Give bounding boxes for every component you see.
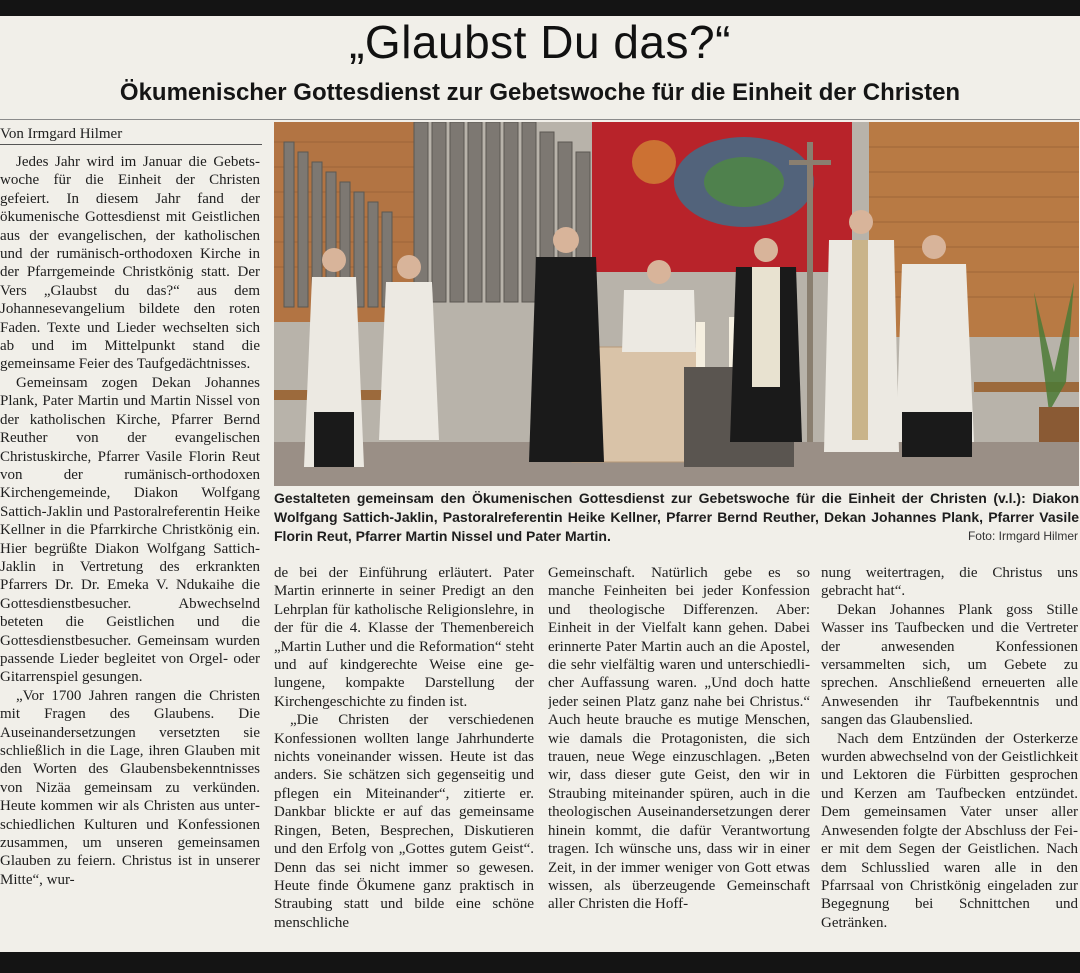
paragraph: Gemeinsam zogen Dekan Johannes Plank, Pater Martin und Martin Nissel von der katholischen Kirche, Pfarrer Bernd Reuther von der evangelischen Christuskirche, Pfarrer Vasile Florin Reut von der rumänisch-orthodoxen Kirchengemeinde, Diakon Wolfgang Sattich-Jaklin und Pastoralreferentin Heike Kellner in die Pfarrkirche Christkönig ein. Hier begrüßte Diakon Wolfgang Sattich-Jaklin in Vertretung des erkrankten Pfarrers Dr. Dr. Emeka V. Ndukaihe die Gottesdienstbesucher. Abwechselnd beteten die Geistlichen und die Gottesdienstbesucher. Gemeinsam wurden passende Lieder begleitet von Orgel- oder Gitarrenspiel gesungen.	[0, 374, 260, 686]
article-subheadline: Ökumenischer Gottesdienst zur Gebetswoche für die Einheit der Christen	[119, 79, 961, 106]
paragraph: Gemeinschaft. Natürlich gebe es so manche Feinheiten bei jeder Konfession und theologische Differenzen. Aber: Einheit in der Vielfalt kann gehen. Dabei erinnerte Pater Martin auch an die Apostel, die sehr vielfältig waren und unterschiedlicher Auffassung waren. „Und doch hatte jeder seinen Platz ganz nahe bei Christus.“ Auch heute brauche es mutige Menschen, wie damals die Protagonisten, die sich trauen, neue Wege einzuschlagen. „Beten wir, dass dieser gute Geist, den wir in Straubing miteinander spüren, auch in die theologischen Auseinandersetzungen derer hinein kommt, die dafür Verantwortung tragen. Ich wünsche uns, dass wir in einer Zeit, in der immer weniger von Gott etwas wissen, als überzeugende Gemeinschaft aller Christen die Hoff-	[548, 565, 810, 913]
article-column-3	[548, 564, 810, 948]
church-service-illustration	[274, 122, 1079, 486]
paragraph: Jedes Jahr wird im Januar die Gebetswoche für die Einheit der Christen gefeiert. In diesem Jahr fand der ökumenische Gottesdienst mit Geistlichen aus der evangelischen, der katholischen und der rumänisch-orthodoxen Kirche in der Pfarrgemeinde Christkönig statt. Der Vers „Glaubst du das?“ aus dem Johannesevangelium bildete den roten Faden. Texte und Lieder wechselten sich ab und im Mittelpunkt stand die gemeinsame Feier des Taufgedächtnisses.	[0, 154, 260, 373]
paragraph: nung weitertragen, die Christus uns gebracht hat“.	[821, 565, 1078, 600]
article-photo	[274, 122, 1079, 486]
article-headline: „Glaubst Du das?“	[349, 16, 731, 68]
header-rule	[0, 119, 1080, 120]
paragraph: Dekan Johannes Plank goss Stille Wasser ins Taufbecken und die Vertreter der anwesenden Konfessionen versammelten sich, um Gebete zu sprechen. Anschließend erneuerten alle Anwesenden ihr Taufbekenntnis und sangen das Glaubenslied.	[821, 601, 1078, 729]
paragraph: „Die Christen der verschiedenen Konfessionen wollten lange Jahrhunderte nichts voneinander wissen. Heute ist das anders. Sie schätzen sich gegenseitig und pflegen ein Miteinander“, zitierte er. Dankbar blickte er auf das gemeinsame Ringen, Beten, Besprechen, Diskutieren und den Erfolg von „Gottes gutem Geist“. Denn das sei nicht immer so gewesen. Heute finde Ökumene ganz praktisch in Straubing statt und bilde eine schöne menschliche	[274, 712, 534, 931]
article-column-1	[0, 153, 260, 948]
photo-credit: Foto: Irmgard Hilmer	[967, 529, 1078, 543]
byline: Von Irmgard Hilmer	[0, 124, 262, 145]
bottom-dark-border	[0, 952, 1080, 973]
article-column-2	[274, 564, 534, 948]
article-column-4	[821, 564, 1078, 948]
brick-wall-right	[869, 122, 1079, 337]
paragraph: „Vor 1700 Jahren rangen die Christen mit Fragen des Glaubens. Die Auseinandersetzungen versetzten sie schließlich in die Lage, ihren Glauben mit den Worten des Glaubensbekenntnisses von Nizäa gemeinsam zu verkünden. Heute kommen wir als Christen aus unterschiedlichen Kulturen und Konfessionen zusammen, um unseren gemeinsamen Glauben zu feiern. Christus ist in unserer Mitte“, wur-	[0, 687, 260, 888]
paragraph: de bei der Einführung erläutert. Pater Martin erinnerte in seiner Predigt an den Lehrplan für katholische Religionslehre, in der für die 4. Klasse der Themenbereich „Martin Luther und die Reformation“ steht und auf kindgerechte Weise eine gelungene, kompakte Darstellung der Kirchengeschichte zu finden ist.	[274, 565, 534, 710]
processional-cross	[807, 142, 813, 482]
photo-caption: Gestalteten gemeinsam den Ökumenischen Gottesdienst zur Gebetswoche für die Einheit der Christen (v.l.): Diakon Wolfgang Sattich-Jaklin, Pastoralreferentin Heike Kellner, Pfarrer Bernd Reuther, Dekan Johannes Plank, Pfarrer Vasile Florin Reut, Pfarrer Martin Nissel und Pater Martin.	[274, 490, 1079, 544]
paragraph: Nach dem Entzünden der Osterkerze wurden abwechselnd von der Geistlichkeit und Lektoren die Fürbitten gesprochen und Kerzen am Taufbecken entzündet. Dem gemeinsamen Vater unser aller Anwesenden folgte der Abschluss der Feier mit dem Segen der Geistlichen. Nach dem Schlusslied waren alle in den Pfarrsaal von Christkönig eingeladen zur Begegnung bei Schnittchen und Getränken.	[821, 730, 1078, 931]
